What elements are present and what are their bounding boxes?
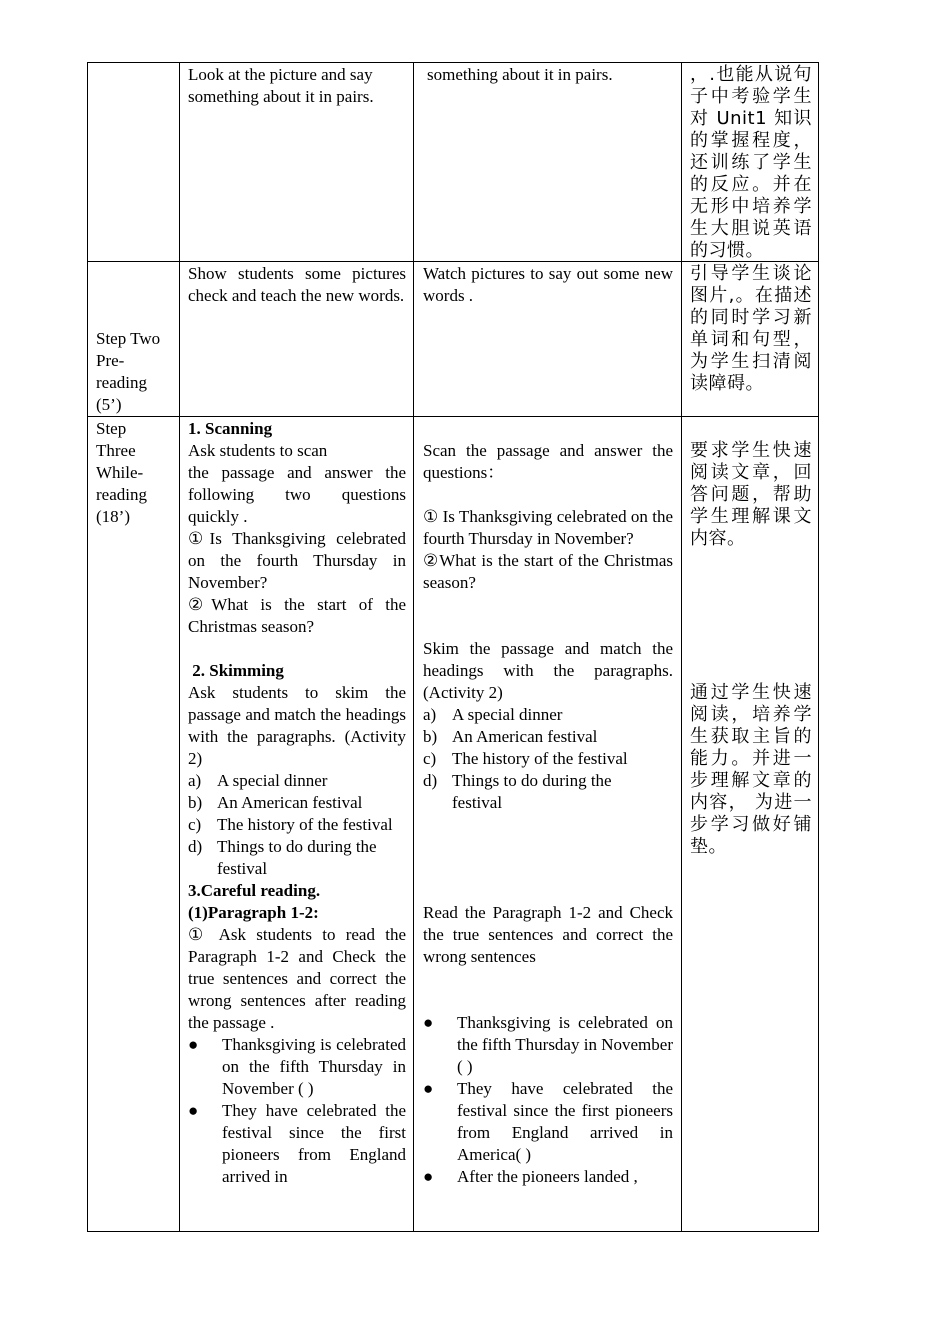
student-heading-item <box>423 704 673 726</box>
lesson-plan-table <box>87 62 819 1232</box>
skimming-heading: 2. Skimming <box>188 661 284 680</box>
row3-purpose-2: 通过学生快速阅读，培养学生获取主旨的能力。并进一步理解文章的内容， 为进一步学习做好铺垫。 <box>690 682 812 857</box>
bullet-icon: ● <box>423 1167 434 1186</box>
table-border-left <box>87 62 88 1232</box>
teacher-question-2: ②What is the start of the Christmas season? <box>188 595 406 636</box>
student-bullet-item <box>423 1012 673 1078</box>
scanning-line1: Ask students to scan <box>188 441 328 460</box>
list-marker: b) <box>188 793 203 812</box>
student-heading-item <box>423 726 673 748</box>
row2-step-line: (5’) <box>96 395 122 414</box>
list-marker: a) <box>188 771 202 790</box>
skimming-text: Ask students to skim the passage and match the headings with the paragraphs. (Activity 2) <box>188 683 406 768</box>
row1-student-activity: something about it in pairs. <box>427 65 613 84</box>
bullet-text: They have celebrated the festival since the first pioneers from England arrived in <box>222 1101 406 1186</box>
student-question-1: ① Is Thanksgiving celebrated on the fourth Thursday in November? <box>423 507 673 548</box>
column-divider-2 <box>413 62 414 1232</box>
row2-step-line: Pre- <box>96 351 125 370</box>
row2-step-line: reading <box>96 373 147 392</box>
list-marker: a) <box>423 705 437 724</box>
row3-step-line: Step <box>96 419 127 438</box>
teacher-heading-item <box>188 770 406 792</box>
list-marker: c) <box>188 815 202 834</box>
careful-reading-heading: 3.Careful reading. <box>188 881 321 900</box>
list-text: An American festival <box>452 727 598 746</box>
bullet-icon: ● <box>188 1101 199 1120</box>
row-divider-2 <box>87 416 819 417</box>
row2-teacher-activity: Show students some pictures check and teach the new words. <box>188 264 406 305</box>
list-text: Things to do during the festival <box>452 771 612 812</box>
teacher-heading-item <box>188 792 406 814</box>
row2-step-label <box>96 328 176 416</box>
bullet-icon: ● <box>423 1013 434 1032</box>
row3-purpose-1: 要求学生快速阅读文章，回答问题，帮助学生理解课文内容。 <box>690 440 812 549</box>
list-text: A special dinner <box>452 705 563 724</box>
table-border-top <box>87 62 819 63</box>
row3-step-label <box>96 418 176 528</box>
row3-step-line: While- <box>96 463 144 482</box>
row1-teacher-activity: Look at the picture and say something about it in pairs. <box>188 65 374 106</box>
row3-student-activity <box>423 418 673 1188</box>
column-divider-1 <box>179 62 180 1232</box>
teacher-bullet-item <box>188 1034 406 1100</box>
table-border-right <box>818 62 819 1232</box>
paragraph-heading: (1)Paragraph 1-2: <box>188 903 319 922</box>
teacher-heading-item <box>188 836 406 880</box>
teacher-bullet-item <box>188 1100 406 1188</box>
row2-student-activity: Watch pictures to say out some new words . <box>423 264 673 305</box>
scan-text: Scan the passage and answer the questions： <box>423 441 673 482</box>
row3-teacher-activity <box>188 418 406 1188</box>
list-marker: b) <box>423 727 438 746</box>
student-heading-item <box>423 770 673 814</box>
row3-step-line: Three <box>96 441 136 460</box>
student-careful-text: Read the Paragraph 1-2 and Check the true sentences and correct the wrong sentences <box>423 903 673 966</box>
scanning-heading: 1. Scanning <box>188 419 273 438</box>
bullet-text: Thanksgiving is celebrated on the fifth Thursday in November ( ) <box>457 1013 673 1076</box>
student-bullet-item <box>423 1166 673 1188</box>
bullet-icon: ● <box>188 1035 199 1054</box>
list-text: Things to do during the festival <box>217 837 377 878</box>
scanning-text: the passage and answer the following two questions quickly . <box>188 463 406 526</box>
list-text: A special dinner <box>217 771 328 790</box>
list-marker: c) <box>423 749 437 768</box>
teacher-question-1: ①Is Thanksgiving celebrated on the fourth Thursday in November? <box>188 529 406 592</box>
row2-purpose: 引导学生谈论图片,。在描述的同时学习新单词和句型，为学生扫清阅读障碍。 <box>690 263 812 394</box>
bullet-icon: ● <box>423 1079 434 1098</box>
skim-text: Skim the passage and match the headings with the paragraphs. (Activity 2) <box>423 639 673 702</box>
student-bullet-item <box>423 1078 673 1166</box>
bullet-text: They have celebrated the festival since the first pioneers from England arrived in America( ) <box>457 1079 673 1164</box>
list-marker: d) <box>188 837 203 856</box>
column-divider-3 <box>681 62 682 1232</box>
list-text: An American festival <box>217 793 363 812</box>
row3-step-line: (18’) <box>96 507 130 526</box>
student-heading-item <box>423 748 673 770</box>
row2-step-line: Step Two <box>96 329 161 348</box>
table-border-bottom <box>87 1231 819 1232</box>
student-question-2: ②What is the start of the Christmas season? <box>423 551 673 592</box>
list-marker: d) <box>423 771 438 790</box>
teacher-heading-item <box>188 814 406 836</box>
careful-reading-text: ① Ask students to read the Paragraph 1-2 and Check the true sentences and correct the wrong sentences after reading the passage . <box>188 925 406 1032</box>
row3-step-line: reading <box>96 485 147 504</box>
list-text: The history of the festival <box>452 749 628 768</box>
bullet-text: After the pioneers landed , <box>457 1167 638 1186</box>
row1-purpose: ，.也能从说句子中考验学生对 Unit1 知识的掌握程度，还训练了学生的反应。并在无形中培养学生大胆说英语的习惯。 <box>690 64 812 261</box>
list-text: The history of the festival <box>217 815 393 834</box>
bullet-text: Thanksgiving is celebrated on the fifth Thursday in November ( ) <box>222 1035 406 1098</box>
